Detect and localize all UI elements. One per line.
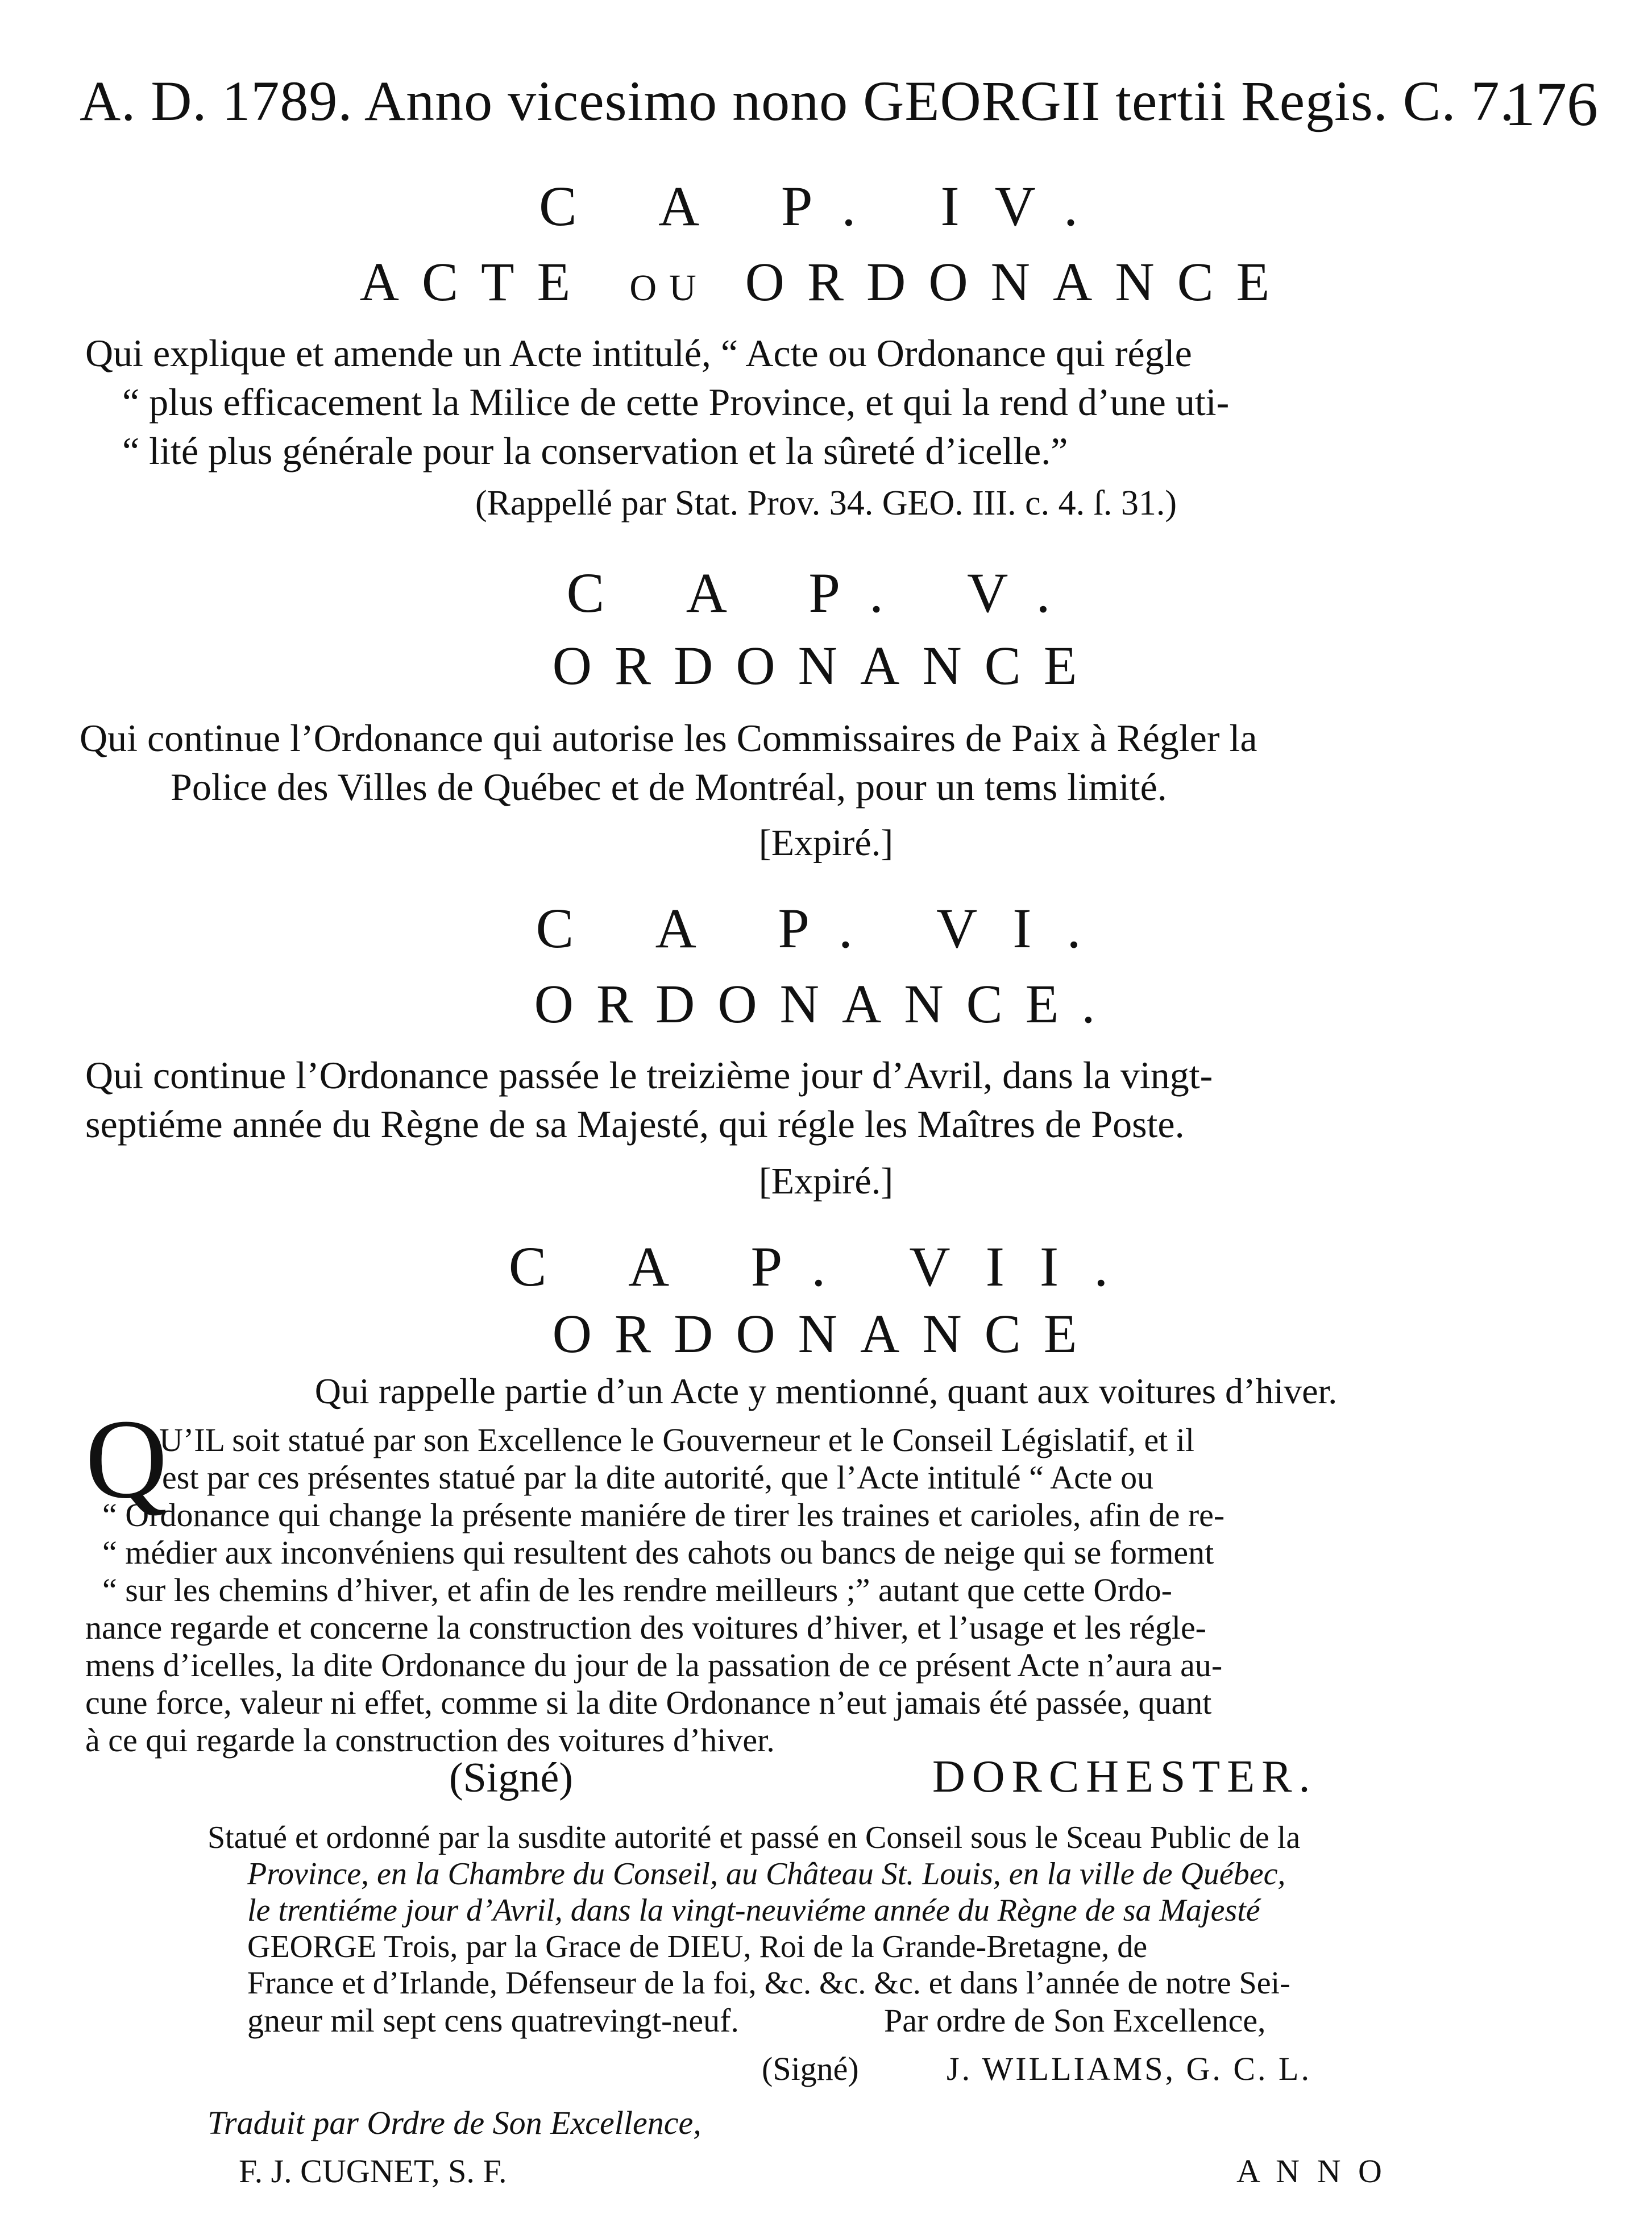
cap-4-title-ordonance: ORDONANCE: [745, 251, 1293, 312]
body-line: cune force, valeur ni effet, comme si la dite Ordonance n’eut jamais été passée, quant: [85, 1684, 1212, 1721]
cap-7-description: Qui rappelle partie d’un Acte y mentionné, quant aux voitures d’hiver.: [314, 1371, 1338, 1411]
cap-6-note: [Expiré.]: [758, 1160, 894, 1202]
clerk-signature: J. WILLIAMS, G. C. L.: [947, 2050, 1311, 2087]
body-line: “ Ordonance qui change la présente maniére de tirer les traines et carioles, afin de re-: [102, 1497, 1225, 1533]
cap-4-title: [0, 250, 1652, 313]
cap-5-desc-line: Qui continue l’Ordonance qui autorise les Commissaires de Paix à Régler la: [80, 716, 1257, 760]
cap-6-desc-line: Qui continue l’Ordonance passée le treizième jour d’Avril, dans la vingt-: [85, 1054, 1213, 1097]
statue-line: GEORGE Trois, par la Grace de DIEU, Roi de la Grande-Bretagne, de: [247, 1929, 1148, 1964]
cap-5-title: ORDONANCE: [552, 635, 1100, 696]
catchword: A N N O: [1236, 2153, 1387, 2190]
translator-signature: F. J. CUGNET, S. F.: [239, 2153, 507, 2190]
statue-paragraph: [207, 1819, 1617, 2001]
cap-6-desc-line: septiéme année du Règne de sa Majesté, qui régle les Maîtres de Poste.: [85, 1102, 1185, 1146]
cap-6-description: [85, 1051, 1484, 1149]
signature-label-2: (Signé): [762, 2050, 859, 2087]
cap-5-desc-line: Police des Villes de Québec et de Montréal, pour un tems limité.: [171, 765, 1167, 809]
cap-4-note: (Rappellé par Stat. Prov. 34. GEO. III. c. 4. ſ. 31.): [475, 484, 1177, 523]
governor-signature: DORCHESTER.: [932, 1752, 1317, 1802]
cap-4-description: [85, 329, 1416, 475]
running-header: A. D. 1789. Anno vicesimo nono GEORGII tertii Regis. C. 7.: [80, 69, 1515, 132]
body-line: U’IL soit statué par son Excellence le Gouverneur et le Conseil Législatif, et il: [159, 1421, 1195, 1458]
cap-7-body: [85, 1421, 1629, 1759]
cap-6-heading: C A P. VI.: [536, 897, 1116, 960]
cap-7-title: ORDONANCE: [552, 1303, 1100, 1364]
cap-5-note: [Expiré.]: [758, 822, 894, 864]
cap-4-heading: C A P. IV.: [538, 175, 1114, 238]
statue-last-line: gneur mil sept cens quatrevingt-neuf.: [247, 2002, 739, 2039]
cap-7-heading: C A P. VII.: [508, 1235, 1144, 1298]
cap-4-desc-line: Qui explique et amende un Acte intitulé, “ Acte ou Ordonance qui régle: [85, 331, 1192, 375]
statue-line: Province, en la Chambre du Conseil, au Château St. Louis, en la ville de Québec,: [247, 1856, 1286, 1892]
par-ordre: Par ordre de Son Excellence,: [884, 2002, 1266, 2039]
cap-5-heading: C A P. V.: [566, 561, 1086, 624]
statue-line: Statué et ordonné par la susdite autorité et passé en Conseil sous le Sceau Public de la: [207, 1820, 1301, 1855]
body-line: à ce qui regarde la construction des voitures d’hiver.: [85, 1722, 775, 1759]
page-number: 176: [1504, 69, 1598, 139]
signature-label: (Signé): [449, 1755, 573, 1801]
body-line: “ médier aux inconvéniens qui resultent des cahots ou bancs de neige qui se forment: [102, 1534, 1214, 1571]
body-line: mens d’icelles, la dite Ordonance du jour de la passation de ce présent Acte n’aura au-: [85, 1647, 1223, 1684]
body-line: “ sur les chemins d’hiver, et afin de les rendre meilleurs ;” autant que cette Ordo-: [102, 1572, 1172, 1609]
body-line: nance regarde et concerne la construction des voitures d’hiver, et l’usage et les régle-: [85, 1609, 1206, 1646]
cap-4-desc-line: “ plus efficacement la Milice de cette Province, et qui la rend d’une uti-: [122, 380, 1230, 424]
drop-cap: Q: [85, 1396, 168, 1522]
statue-line: France et d’Irlande, Défenseur de la foi, &c. &c. &c. et dans l’année de notre Sei-: [247, 1966, 1290, 2001]
body-line: est par ces présentes statué par la dite autorité, que l’Acte intitulé “ Acte ou: [162, 1459, 1154, 1496]
translation-note: Traduit par Ordre de Son Excellence,: [207, 2104, 702, 2141]
cap-5-description: [80, 714, 1478, 811]
cap-6-title: ORDONANCE.: [534, 973, 1118, 1034]
cap-4-title-acte: ACTE: [359, 251, 593, 312]
cap-4-desc-line: “ lité plus générale pour la conservation et la sûreté d’icelle.”: [122, 429, 1068, 472]
cap-4-title-ou: OU: [629, 267, 709, 309]
statue-line: le trentiéme jour d’Avril, dans la vingt-neuviéme année du Règne de sa Majesté: [247, 1893, 1260, 1928]
